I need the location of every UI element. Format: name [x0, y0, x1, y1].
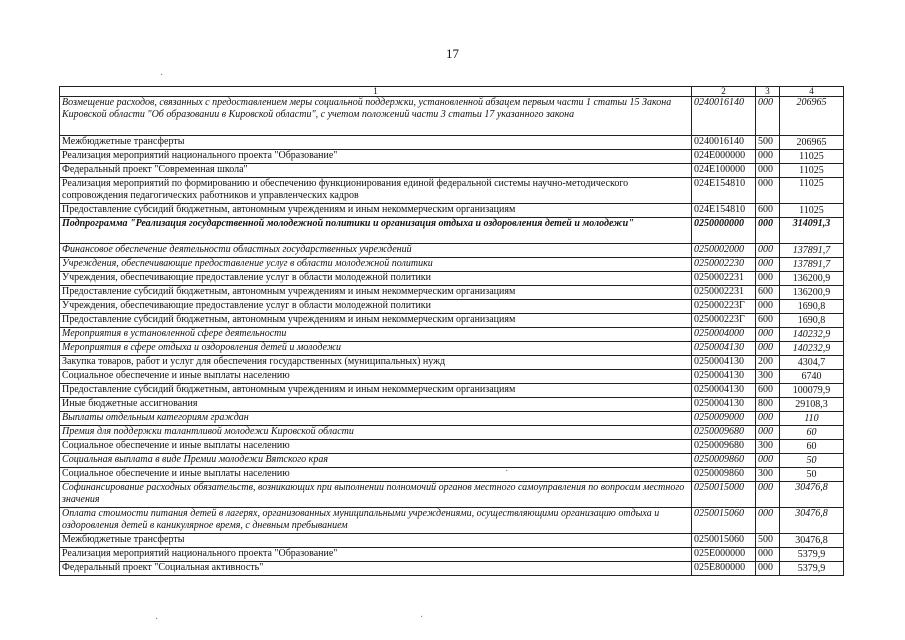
row-kvr: 800 [756, 398, 780, 412]
row-sum: 206965 [780, 136, 844, 150]
scan-speck: · [155, 614, 159, 625]
row-sum: 1690,8 [780, 314, 844, 328]
table-row [60, 258, 844, 272]
table-row [60, 384, 844, 398]
row-name: Предоставление субсидий бюджетным, автономным учреждениям и иным некоммерческим организациям [60, 384, 692, 398]
row-name: Предоставление субсидий бюджетным, автономным учреждениям и иным некоммерческим организациям [60, 286, 692, 300]
table-row [60, 482, 844, 508]
table-row [60, 548, 844, 562]
row-code: 025E000000 [692, 548, 756, 562]
row-code: 025000223Г [692, 314, 756, 328]
row-kvr: 000 [756, 178, 780, 204]
row-kvr: 600 [756, 384, 780, 398]
table-row [60, 412, 844, 426]
row-name: Межбюджетные трансферты [60, 136, 692, 150]
row-name: Учреждения, обеспечивающие предоставление услуг в области молодежной политики [60, 258, 692, 272]
row-code: 0250009860 [692, 454, 756, 468]
row-kvr: 000 [756, 272, 780, 286]
row-name: Иные бюджетные ассигнования [60, 398, 692, 412]
row-kvr: 500 [756, 534, 780, 548]
row-name: Подпрограмма "Реализация государственной молодежной политики и организация отдыха и оздоровления детей и молодежи" [60, 218, 692, 244]
row-kvr: 600 [756, 204, 780, 218]
row-code: 024E100000 [692, 164, 756, 178]
row-name: Социальная выплата в виде Премии молодежи Вятского края [60, 454, 692, 468]
row-code: 0250015000 [692, 482, 756, 508]
row-sum: 11025 [780, 178, 844, 204]
row-code: 0250009860 [692, 468, 756, 482]
row-sum: 140232,9 [780, 342, 844, 356]
row-name: Предоставление субсидий бюджетным, автономным учреждениям и иным некоммерческим организациям [60, 204, 692, 218]
row-code: 0250015060 [692, 534, 756, 548]
row-code: 0250004130 [692, 342, 756, 356]
row-sum: 11025 [780, 150, 844, 164]
row-kvr: 500 [756, 136, 780, 150]
row-sum: 100079,9 [780, 384, 844, 398]
row-code: 0250004000 [692, 328, 756, 342]
row-sum: 30476,8 [780, 534, 844, 548]
column-header: 1 [60, 87, 692, 97]
table-row [60, 150, 844, 164]
row-kvr: 200 [756, 356, 780, 370]
row-name: Софинансирование расходных обязательств, возникающих при выполнении полномочий органов местного самоуправления по вопросам местного значения [60, 482, 692, 508]
row-code: 0250002231 [692, 272, 756, 286]
row-name: Социальное обеспечение и иные выплаты населению [60, 468, 692, 482]
row-sum: 29108,3 [780, 398, 844, 412]
table-row [60, 440, 844, 454]
row-kvr: 000 [756, 164, 780, 178]
table-row [60, 562, 844, 576]
row-code: 025000223Г [692, 300, 756, 314]
row-code: 0250004130 [692, 356, 756, 370]
row-sum: 5379,9 [780, 548, 844, 562]
budget-table [59, 86, 844, 576]
column-header: 3 [756, 87, 780, 97]
row-kvr: 000 [756, 97, 780, 136]
table-row [60, 342, 844, 356]
row-code: 0250015060 [692, 508, 756, 534]
table-row [60, 356, 844, 370]
page-number: 17 [446, 46, 459, 61]
row-name: Учреждения, обеспечивающие предоставление услуг в области молодежной политики [60, 272, 692, 286]
row-sum: 1690,8 [780, 300, 844, 314]
row-kvr: 000 [756, 482, 780, 508]
row-code: 0240016140 [692, 136, 756, 150]
row-kvr: 300 [756, 468, 780, 482]
row-name: Мероприятия в установленной сфере деятельности [60, 328, 692, 342]
table-row [60, 136, 844, 150]
column-header: 4 [780, 87, 844, 97]
table-row [60, 300, 844, 314]
row-code: 0250009680 [692, 440, 756, 454]
row-code: 0250002230 [692, 258, 756, 272]
row-code: 0250004130 [692, 398, 756, 412]
row-sum: 5379,9 [780, 562, 844, 576]
row-code: 0250004130 [692, 384, 756, 398]
row-sum: 60 [780, 426, 844, 440]
row-kvr: 000 [756, 328, 780, 342]
row-name: Мероприятия в сфере отдыха и оздоровления детей и молодежи [60, 342, 692, 356]
row-code: 0250002000 [692, 244, 756, 258]
row-code: 024E154810 [692, 178, 756, 204]
row-sum: 110 [780, 412, 844, 426]
row-name: Возмещение расходов, связанных с предоставлением меры социальной поддержки, установленной абзацем первым части 1 статьи 15 Закона Кировской области "Об образовании в Кировской области", с учетом положений части 3 статьи 17 указанного закона [60, 97, 692, 136]
row-sum: 50 [780, 454, 844, 468]
table-row [60, 286, 844, 300]
row-sum: 11025 [780, 204, 844, 218]
row-name: Закупка товаров, работ и услуг для обеспечения государственных (муниципальных) нужд [60, 356, 692, 370]
row-kvr: 000 [756, 454, 780, 468]
row-name: Федеральный проект "Социальная активность" [60, 562, 692, 576]
row-kvr: 000 [756, 258, 780, 272]
row-kvr: 600 [756, 286, 780, 300]
row-kvr: 000 [756, 218, 780, 244]
table-row [60, 272, 844, 286]
scan-speck: · [420, 612, 424, 623]
row-kvr: 000 [756, 508, 780, 534]
table-row [60, 468, 844, 482]
row-kvr: 000 [756, 244, 780, 258]
row-name: Предоставление субсидий бюджетным, автономным учреждениям и иным некоммерческим организациям [60, 314, 692, 328]
row-name: Финансовое обеспечение деятельности областных государственных учреждений [60, 244, 692, 258]
row-kvr: 600 [756, 314, 780, 328]
row-name: Премия для поддержки талантливой молодежи Кировской области [60, 426, 692, 440]
row-code: 0250000000 [692, 218, 756, 244]
row-kvr: 000 [756, 412, 780, 426]
row-code: 0250009680 [692, 426, 756, 440]
row-name: Учреждения, обеспечивающие предоставление услуг в области молодежной политики [60, 300, 692, 314]
table-row [60, 218, 844, 244]
table-row [60, 244, 844, 258]
table-row [60, 314, 844, 328]
row-kvr: 000 [756, 300, 780, 314]
row-kvr: 000 [756, 426, 780, 440]
row-kvr: 300 [756, 370, 780, 384]
row-kvr: 000 [756, 342, 780, 356]
table-row [60, 97, 844, 136]
row-name: Социальное обеспечение и иные выплаты населению [60, 440, 692, 454]
row-sum: 137891,7 [780, 244, 844, 258]
row-sum: 60 [780, 440, 844, 454]
row-kvr: 000 [756, 548, 780, 562]
row-name: Федеральный проект "Современная школа" [60, 164, 692, 178]
table-row [60, 204, 844, 218]
table-row [60, 534, 844, 548]
row-name: Выплаты отдельным категориям граждан [60, 412, 692, 426]
row-sum: 140232,9 [780, 328, 844, 342]
row-sum: 6740 [780, 370, 844, 384]
row-code: 0250002231 [692, 286, 756, 300]
table-row [60, 508, 844, 534]
row-code: 024E154810 [692, 204, 756, 218]
row-name: Реализация мероприятий национального проекта "Образование" [60, 150, 692, 164]
row-code: 0250009000 [692, 412, 756, 426]
row-code: 024E000000 [692, 150, 756, 164]
row-kvr: 000 [756, 150, 780, 164]
row-code: 0250004130 [692, 370, 756, 384]
table-row [60, 426, 844, 440]
row-name: Реализация мероприятий по формированию и обеспечению функционирования единой федеральной системы научно-методического сопровождения педагогических работников и управленческих кадров [60, 178, 692, 204]
row-sum: 30476,8 [780, 482, 844, 508]
column-header: 2 [692, 87, 756, 97]
scan-speck: · [505, 466, 509, 477]
row-name: Реализация мероприятий национального проекта "Образование" [60, 548, 692, 562]
row-code: 025E800000 [692, 562, 756, 576]
row-sum: 30476,8 [780, 508, 844, 534]
table-row [60, 178, 844, 204]
table-row [60, 164, 844, 178]
row-name: Социальное обеспечение и иные выплаты населению [60, 370, 692, 384]
table-row [60, 370, 844, 384]
table-row [60, 328, 844, 342]
table-row [60, 454, 844, 468]
row-sum: 314091,3 [780, 218, 844, 244]
row-name: Оплата стоимости питания детей в лагерях, организованных муниципальными учреждениями, осуществляющими организацию отдыха и оздоровления детей в каникулярное время, с дневным пребыванием [60, 508, 692, 534]
row-sum: 11025 [780, 164, 844, 178]
scan-speck: · [160, 70, 164, 81]
table-header-row [60, 87, 844, 97]
row-code: 0240016140 [692, 97, 756, 136]
row-sum: 4304,7 [780, 356, 844, 370]
row-sum: 50 [780, 468, 844, 482]
row-sum: 206965 [780, 97, 844, 136]
row-name: Межбюджетные трансферты [60, 534, 692, 548]
row-kvr: 000 [756, 562, 780, 576]
table-row [60, 398, 844, 412]
row-sum: 136200,9 [780, 272, 844, 286]
row-sum: 137891,7 [780, 258, 844, 272]
row-sum: 136200,9 [780, 286, 844, 300]
row-kvr: 300 [756, 440, 780, 454]
